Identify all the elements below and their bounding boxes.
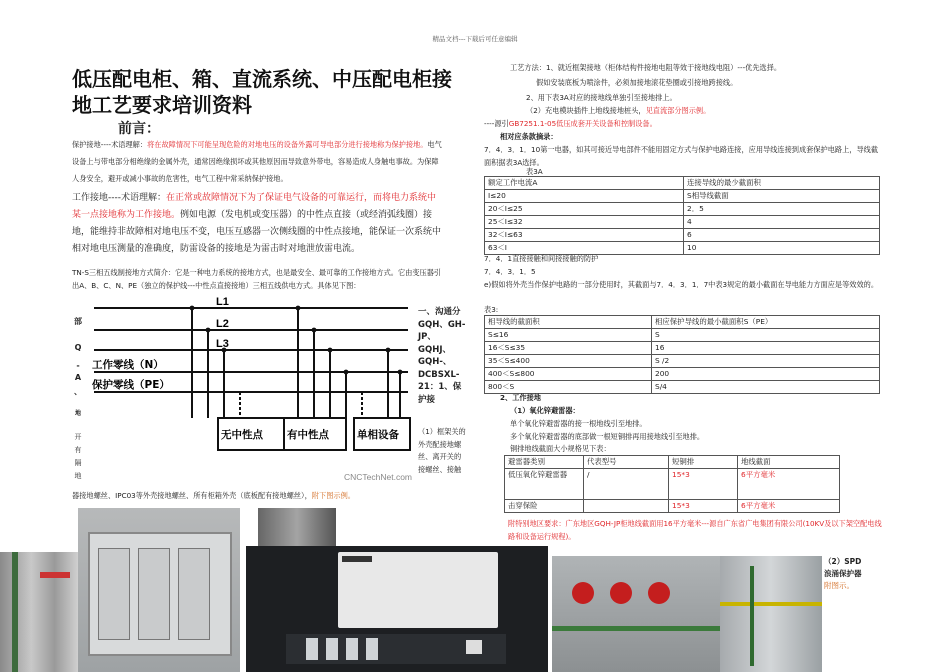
table-header-cell: 额定工作电流A (485, 177, 684, 190)
table-row (485, 342, 880, 355)
table-cell: / (584, 469, 669, 500)
guangdong-requirement: 附特别地区要求：广东地区GQH-JP柜地线截面用16平方毫米---源自广东省广电集团有限公司(10KV及以下架空配电线路和设备运行规程)。 (508, 519, 882, 541)
example-reference: 附下图示例。 (311, 491, 355, 500)
spd-term: 涌保护器 (831, 569, 862, 578)
line-l3-label: L3 (216, 338, 229, 350)
table-row (485, 355, 880, 368)
spd-caption (824, 556, 864, 592)
zinc-oxide-arrester-heading: （1）氧化锌避雷器： (510, 406, 580, 415)
table-header-cell: 避雷器类别 (505, 456, 584, 469)
side-label: 隔 (74, 459, 82, 467)
term-definition: 在正常或故障情况下为了保证电气设备的可靠运行，而将电力系统中某一点接地称为工作接地。 (72, 193, 437, 220)
side-label: 地 (74, 472, 82, 480)
table-cell: 6平方毫米 (738, 469, 840, 500)
table-cell: 16 (652, 342, 880, 355)
line-l2-label: L2 (216, 318, 229, 330)
table-header-cell: 地线截面 (738, 456, 840, 469)
preface-heading: 前言： (118, 121, 160, 137)
protective-earthing-paragraph (72, 136, 444, 187)
table-cell: I≤20 (485, 190, 684, 203)
table-cell: S相导线截面 (684, 190, 880, 203)
table-cell: 击穿保险 (505, 500, 584, 513)
box-single-phase: 单相设备 (357, 429, 399, 441)
side-label: 、 (74, 387, 82, 396)
neutral-line-label: 工作零线（N） (92, 359, 164, 371)
source-prefix: ----源引 (484, 119, 509, 128)
table-header-cell: 代表型号 (584, 456, 669, 469)
table-row (485, 190, 880, 203)
table-row (505, 456, 840, 469)
table-cell: S≤16 (485, 329, 652, 342)
side-right-text: 一、沟通分GQH、GH-JP、GQHJ、GQH-、DCBSXL-21：1、保护接 (418, 307, 466, 405)
term-explanation: 电气设备上与带电部分相绝缘的金属外壳，通常因绝缘损坏或其他原因而导致意外带电，容易造成人身触电事故。为保障人身安全，避开或减小事故的危害性，电气工程中常采纳保护接地。 (72, 140, 442, 183)
frame-grounding-note: （1）框架关的外壳配接地螺丝、离开关的接螺丝、接触 (418, 427, 466, 474)
page-header: 精品文档---下载后可任意编辑 (432, 35, 518, 43)
pe-line-label: 保护零线（PE） (92, 379, 170, 391)
table-cell: 6平方毫米 (738, 500, 840, 513)
box-with-neutral: 有中性点 (287, 429, 329, 441)
cabinet-photo-3 (258, 508, 336, 546)
table-cell: S /2 (652, 355, 880, 368)
working-earthing-paragraph (72, 190, 444, 258)
table-cell: 10 (684, 242, 880, 255)
table-row (485, 381, 880, 394)
line-l1-label: L1 (216, 296, 229, 308)
clause-741: 7．4．1直接接触和间接接触的防护 (484, 254, 599, 263)
clause-e-text: e)假如将外壳当作保护电路的一部分使用时，其截面与7．4．3．1．7中表3规定的最小截面在导电能力方面应是等效效的。 (484, 280, 879, 289)
table-3 (484, 315, 880, 394)
table-cell: 20＜I≤25 (485, 203, 684, 216)
copper-bar-table (504, 455, 840, 513)
table-header-cell: 连接导线的最少截面积 (684, 177, 880, 190)
spray-panel-note: 假如安装底板为喷涂件，必须加接地滚花垫圈或引接地跨接线。 (536, 78, 738, 87)
table-header-cell: 短铜排 (669, 456, 738, 469)
grounding-list-text: 器接地螺丝、IPC03等外壳接地螺丝、所有柜箱外壳（底板配有接地螺丝）， (72, 491, 312, 500)
table-3a (484, 176, 880, 255)
copper-bar-table-intro: 铜排地线截面大小规格见下表： (510, 444, 611, 453)
term-definition: 将在故障情况下可能呈现危险的对地电压的设备外露可导电部分进行接地称为保护接地。 (147, 140, 428, 149)
table-cell: 25＜I≤32 (485, 216, 684, 229)
table-cell: 16＜S≤35 (485, 342, 652, 355)
table-cell: 400＜S≤800 (485, 368, 652, 381)
table-row (505, 500, 840, 513)
multiple-arrester-note: 多个氧化锌避雷器的底部做一根短铜排再用接地线引至地排。 (510, 432, 705, 441)
table-cell: 4 (684, 216, 880, 229)
standard-source-line (484, 117, 884, 131)
table-cell: 35＜S≤400 (485, 355, 652, 368)
device-photo (246, 546, 548, 672)
working-earthing-heading: 2、工作接地 (500, 393, 541, 402)
spd-figure-ref-end: 示。 (839, 581, 854, 590)
table-header-cell: 相应保护导线的最小截面积S（PE） (652, 316, 880, 329)
side-label-column (72, 316, 84, 484)
process-method-line: 工艺方法：1、就近框架接地（柜体结构件接地电阻等效于接地线电阻）---优先选择。 (510, 63, 782, 72)
table-row (485, 216, 880, 229)
arrester-photo (552, 556, 720, 672)
table-3a-caption: 表3A (526, 167, 543, 176)
term-explanation: 例如电源（发电机或变压器）的中性点直接（或经消弧线圈）接地，能维持非故障相对地电压不变，电压互感器一次侧线圈的中性点接地，能保证一次系统中相对地电压测量的准确度，防雷设备的接地是为雷击时对地泄放雷电流。 (72, 210, 442, 254)
clause-7431-10: 7．4．3．1．10第一电器，如其可接近导电部件不能用固定方式与保护电路连接，应用导线连接到成套保护电路上，导线截面积据表3A选择。 (484, 145, 879, 167)
single-arrester-note: 单个氧化锌避雷器的接一根地线引至地排。 (510, 419, 647, 428)
table-reference-line: 2、用下表3A对应的接地线单独引至接地排上。 (526, 93, 677, 102)
side-label: 开 (74, 433, 82, 441)
side-label: - (76, 361, 80, 370)
diagram-watermark: CNCTechNet.com (344, 472, 413, 482)
document-title: 低压配电柜、箱、直流系统、中压配电柜接地工艺要求培训资料 (72, 67, 452, 117)
side-label: Q (74, 343, 82, 352)
table-cell: 15*3 (669, 469, 738, 500)
table-header-cell: 相导线的截面积 (485, 316, 652, 329)
grounding-list-line (72, 490, 452, 502)
dc-example-reference: 见直流部分图示例。 (645, 106, 711, 115)
box-no-neutral: 无中性点 (221, 429, 263, 441)
charger-module-line (526, 104, 886, 118)
table-cell: 低压氧化锌避雷器 (505, 469, 584, 500)
table-row (485, 329, 880, 342)
table-row (485, 368, 880, 381)
table-cell: 32＜I≤63 (485, 229, 684, 242)
table-cell: 2．5 (684, 203, 880, 216)
spd-photo (720, 556, 822, 672)
spd-heading: （2）SPD浪 (824, 557, 862, 578)
table-cell: 63＜I (485, 242, 684, 255)
table-row (505, 469, 840, 500)
table-row (485, 177, 880, 190)
table-cell: 800＜S (485, 381, 652, 394)
side-label: 地 (74, 410, 81, 417)
table-3-caption: 表3: (484, 305, 499, 314)
table-cell: S (652, 329, 880, 342)
cabinet-photo-1 (0, 552, 78, 672)
side-label: 有 (74, 446, 82, 454)
table-cell: 200 (652, 368, 880, 381)
side-label: A (74, 373, 82, 382)
clauses-heading: 相对应条款摘录： (500, 132, 558, 141)
table-cell (584, 500, 669, 513)
table-row (485, 203, 880, 216)
clause-74315: 7．4．3．1．5 (484, 267, 536, 276)
spd-figure-ref: 附图 (824, 581, 839, 590)
term-label: 工作接地----术语理解： (72, 193, 166, 203)
cabinet-photo-2 (78, 508, 240, 672)
table-row (485, 316, 880, 329)
table-row (485, 229, 880, 242)
side-label: 部 (74, 317, 82, 326)
table-cell: S/4 (652, 381, 880, 394)
standard-name: GB7251.1-05低压成套开关设备和控制设备。 (508, 119, 657, 128)
table-cell: 6 (684, 229, 880, 242)
charger-module-text: （2）充电模块插件上地线接地桩头， (526, 106, 646, 115)
tns-wiring-diagram (88, 294, 416, 486)
term-label: 保护接地----术语理解： (72, 140, 148, 149)
table-cell: 15*3 (669, 500, 738, 513)
tns-intro-paragraph: TN-S三相五线制接地方式简介：它是一种电力系统的接地方式，也是最安全、最可靠的工作接地方式。它由变压器引出A、B、C、N、PE（独立的保护线---中性点直接接地）三相五线供电方式。具体见下图： (72, 268, 442, 290)
